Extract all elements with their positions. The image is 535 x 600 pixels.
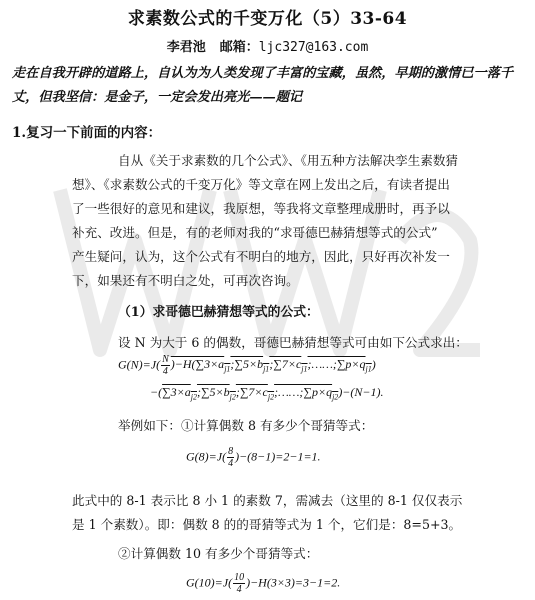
motto-epigraph: 走在自我开辟的道路上，自认为为人类发现了丰富的宝藏，虽然，早期的激情已一落千丈，但我坚信：是金子，一定会发出亮光——题记 [12,66,514,105]
page-title: 求素数公式的千变万化（5）33-64 [127,9,408,29]
formula-g10: G(10)=J( $\frac{10}{4}$ )−H(3×3)=3−1=2. [186,572,341,595]
formula-main-line2: $-(\sum 3\times a_{j2};\sum 5\times b_{j2};\sum 7\times c_{j2};\dots\dots;\sum p\times q_{j2})-(N-1)$. [150,385,384,402]
paragraph-line: 是 1 个素数）。即：偶数 8 的的哥猜等式为 1 个，它们是：8=5+3。 [72,517,462,532]
author-line [0,36,535,55]
example-intro-8: 举例如下：①计算偶数 8 有多少个哥猜等式： [118,418,374,433]
example-intro-10: ②计算偶数 10 有多少个哥猜等式： [118,546,319,561]
subsection-heading-formula: （1）求哥德巴赫猜想等式的公式： [118,305,319,320]
formula-main-line1: G(N)=J( $\frac{N}{4}$ )$-H(\sum 3\times a_{j1};\sum 5\times b_{j1};\sum 7\times c_{j1};\dots\dots;\sum p\times q_{j1})$ [118,354,376,377]
paragraph-line: 自从《关于求素数的几个公式》、《用五种方法解决孪生素数猜 [118,153,459,168]
paragraph-line: 下，如果还有不明白之处，可再次咨询。 [72,273,299,288]
paragraph-line: 想》、《求素数公式的千变万化》等文章在网上发出之后，有读者提出 [72,177,450,192]
paragraph-line: 此式中的 8-1 表示比 8 小 1 的素数 7，需减去（这里的 8-1 仅仅表示 [72,493,463,508]
paragraph-line: 了一些很好的意见和建议，我原想，等我将文章整理成册时，再予以 [72,201,450,216]
paragraph-line: 补充、改进。但是，有的老师对我的“求哥德巴赫猜想等式的公式” [72,225,438,240]
section-heading-review: 1.复习一下前面的内容： [12,125,162,141]
author-name: 李君池 [166,40,206,55]
paragraph-intro-formula: 设 N 为大于 6 的偶数，哥德巴赫猜想等式可由如下公式求出： [118,335,468,350]
paragraph-line: 产生疑问，认为，这个公式有不明白的地方，因此，只好再次补发一 [72,249,450,264]
email-label: 邮箱： [219,40,259,55]
formula-g8: G(8)=J( $\frac{8}{4}$ )−(8−1)=2−1=1. [186,446,321,469]
author-email: ljc327@163.com [258,40,369,55]
